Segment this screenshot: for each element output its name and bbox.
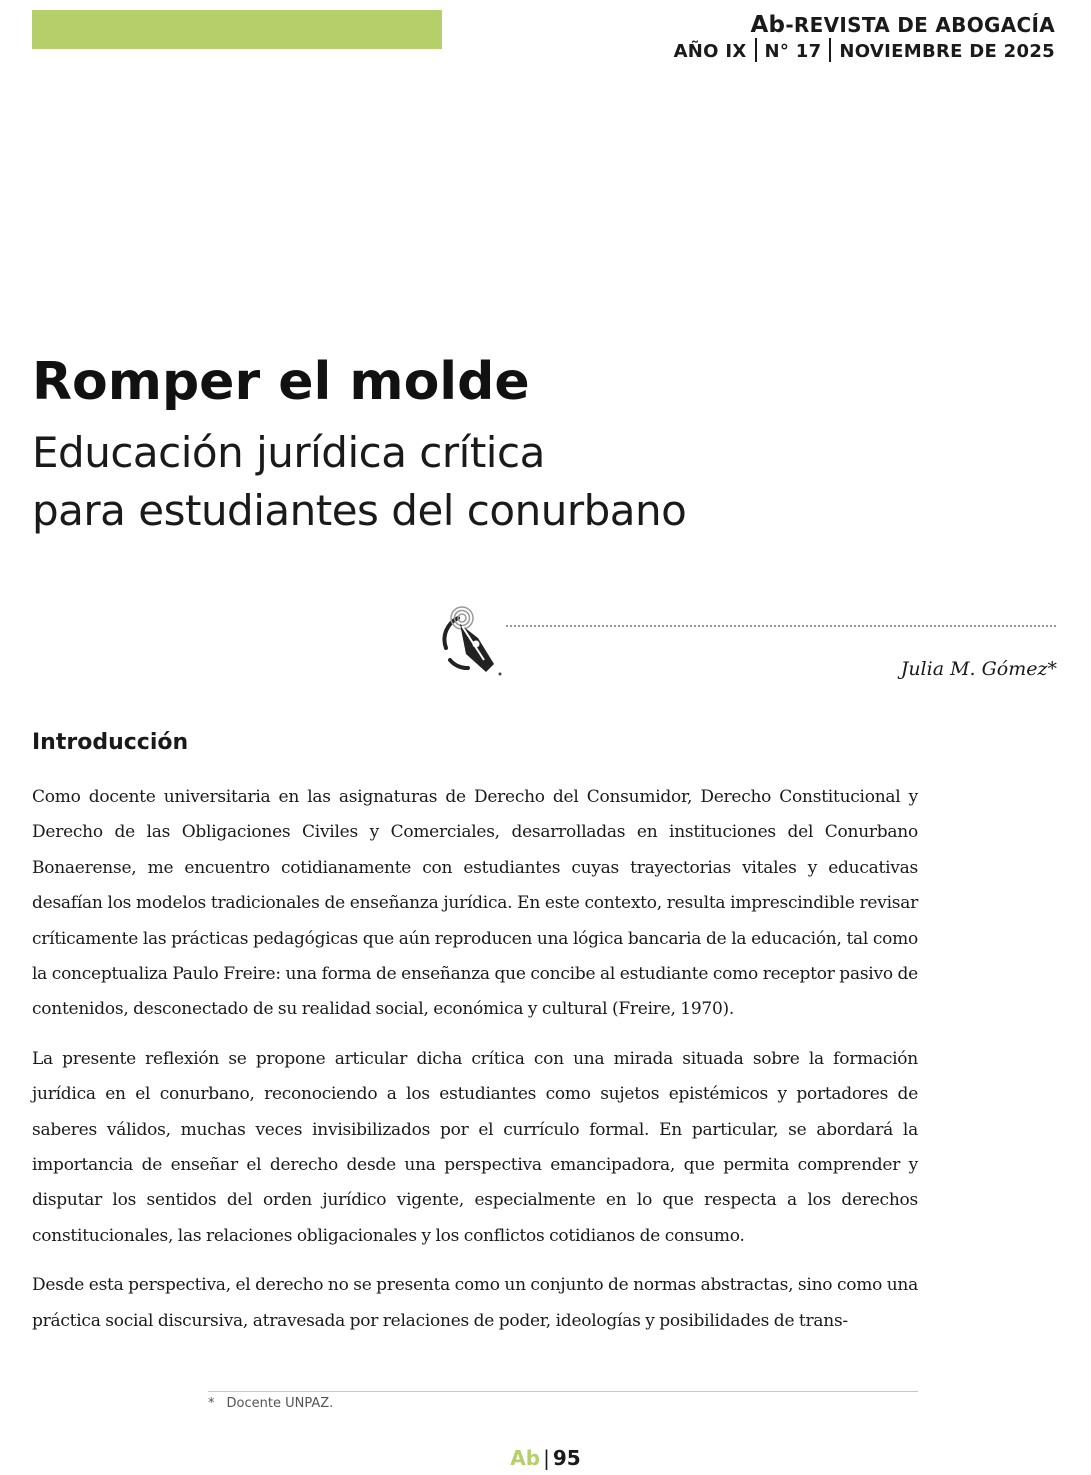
- author-divider: [506, 625, 1056, 627]
- footer-journal-abbr: Ab: [510, 1446, 541, 1470]
- paragraph-2: La presente reflexión se propone articular dicha crítica con una mirada situada sobre la formación jurídica en el conurbano, reconociendo a los estudiantes como sujetos epistémicos y portadores de saberes válidos, muchas veces invisibilizados por el currículo formal. En particular, se abordará la importancia de enseñar el derecho desde una perspectiva emancipadora, que permita comprender y disputar los sentidos del orden jurídico vigente, especialmente en lo que respecta a los derechos constitucionales, las relaciones obligacionales y los conflictos cotidianos de consumo.: [32, 1048, 918, 1246]
- article-body: [32, 780, 918, 1353]
- page-number: 95: [552, 1446, 581, 1470]
- paragraph-3: Desde esta perspectiva, el derecho no se presenta como un conjunto de normas abstractas, sino como una práctica social discursiva, atravesada por relaciones de poder, ideologías y posibilidades de trans-: [32, 1275, 918, 1331]
- footnote-text: Docente UNPAZ.: [226, 1396, 334, 1411]
- journal-abbr: Ab: [750, 12, 786, 38]
- separator: [829, 38, 831, 62]
- paragraph-1: Como docente universitaria en las asignaturas de Derecho del Consumidor, Derecho Constitucional y Derecho de las Obligaciones Civiles y Comerciales, desarrolladas en instituciones del Conurbano Bonaerense, me encuentro cotidianamente con estudiantes cuyas trayectorias vitales y educativas desafían los modelos tradicionales de enseñanza jurídica. En este contexto, resulta imprescindible revisar críticamente las prácticas pedagógicas que aún reproducen una lógica bancaria de la educación, tal como la conceptualiza Paulo Freire: una forma de enseñanza que concibe al estudiante como receptor pasivo de contenidos, desconectado de su realidad social, económica y cultural (Freire, 1970).: [32, 787, 918, 1020]
- section-heading: Introducción: [32, 730, 189, 755]
- journal-title-line: [674, 12, 1055, 38]
- article-subtitle: [32, 424, 932, 540]
- subtitle-line-1: Educación jurídica crítica: [32, 428, 545, 477]
- page-footer: [0, 1444, 1091, 1472]
- article-title: Romper el molde: [32, 352, 530, 412]
- journal-year: AÑO IX: [673, 41, 747, 62]
- journal-header: [674, 12, 1055, 65]
- author-name: Julia M. Gómez*: [900, 658, 1057, 680]
- footnote: [208, 1394, 333, 1414]
- fountain-pen-nib-icon: [432, 604, 508, 680]
- separator: [755, 38, 757, 62]
- journal-issue: N° 17: [764, 41, 822, 62]
- journal-issue-line: [674, 38, 1055, 65]
- subtitle-line-2: para estudiantes del conurbano: [32, 486, 687, 535]
- journal-date: NOVIEMBRE DE 2025: [839, 41, 1055, 62]
- journal-name: -REVISTA DE ABOGACÍA: [785, 13, 1055, 37]
- header-accent-bar: [32, 10, 442, 49]
- footnote-divider: [208, 1391, 918, 1392]
- footnote-mark: *: [208, 1396, 215, 1411]
- footer-separator: |: [543, 1446, 550, 1470]
